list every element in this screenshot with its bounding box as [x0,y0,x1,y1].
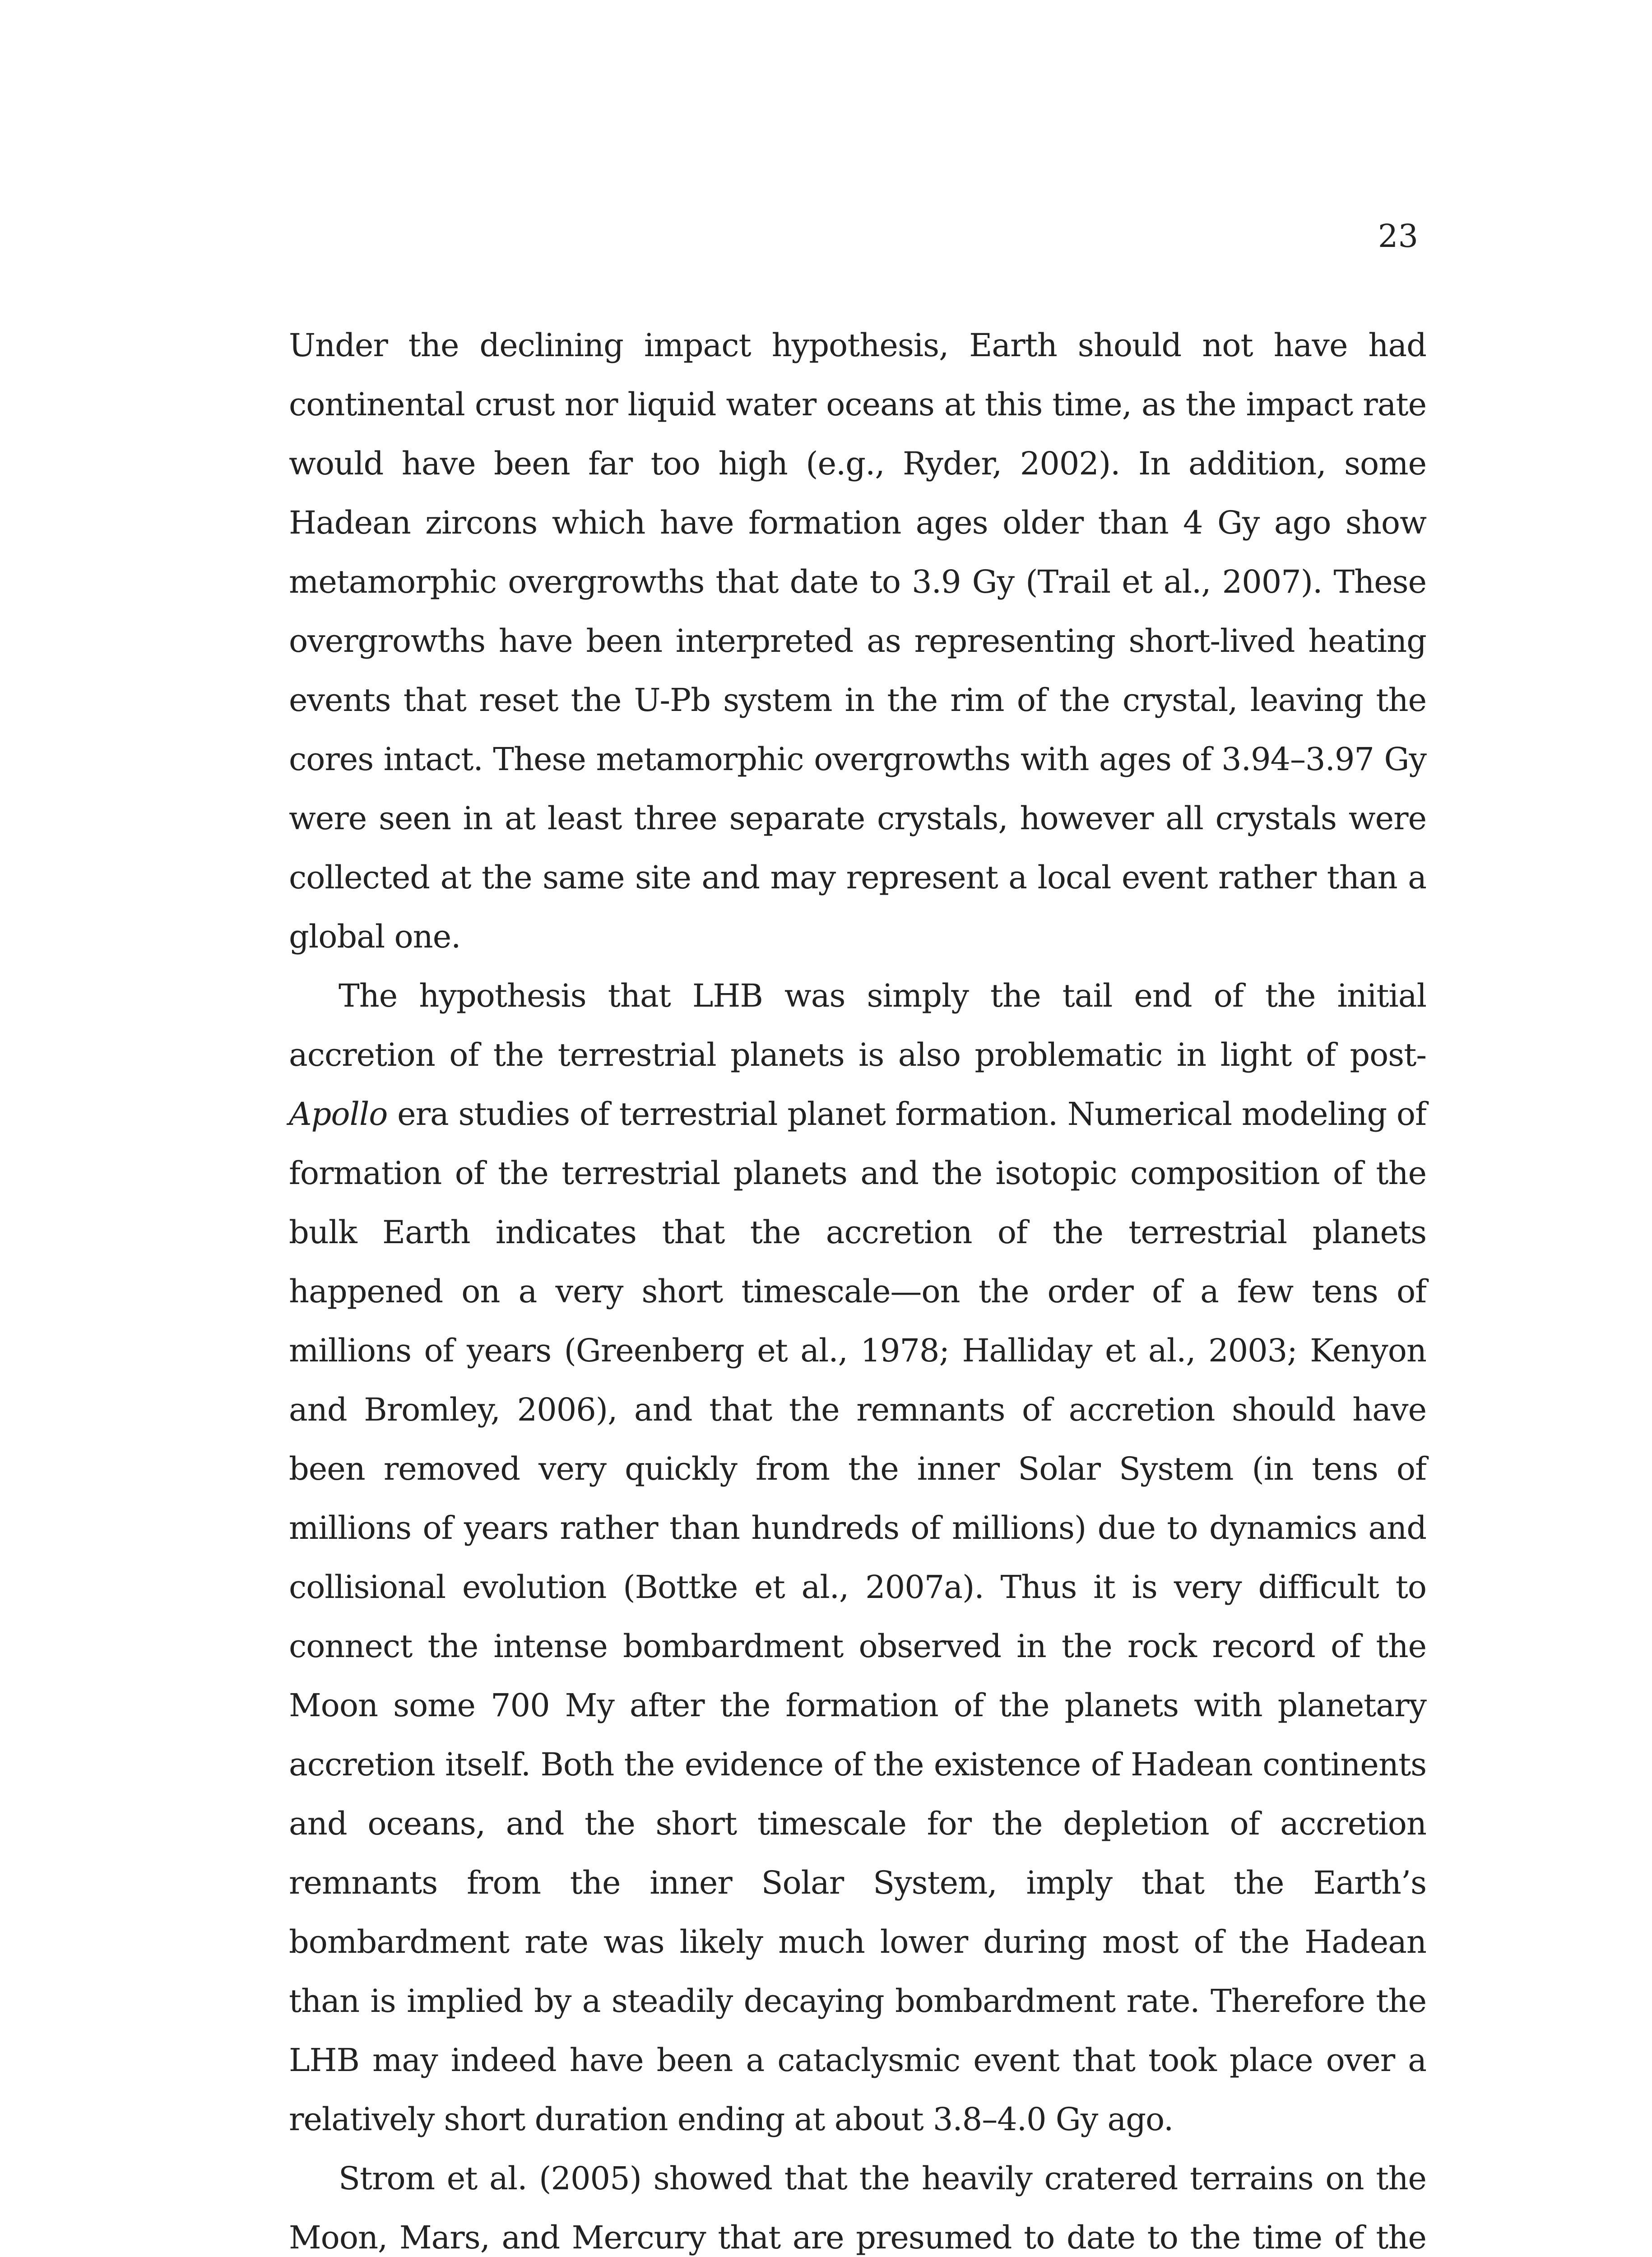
paragraph-tail-end-hypothesis [289,966,1426,2149]
paragraph-strom-crater-distributions: Strom et al. (2005) showed that the heavily cratered terrains on the Moon, Mars, and Mercury that are presumed to date to the time of the [289,2160,1426,2256]
paragraph-text-after-italic: era studies of terrestrial planet formation. Numerical modeling of formation of the terrestrial planets and the isotopic composition of the bulk Earth indicates that the accretion of the terrestrial planets happened on a very short timescale—on the order of a few tens of millions of years (Greenberg et al., 1978; Halliday et al., 2003; Kenyon and Bromley, 2006), and that the remnants of accretion should have been removed very quickly from the inner Solar System (in tens of millions of years rather than hundreds of millions) due to dynamics and collisional evolution (Bottke et al., 2007a). Thus it is very difficult to connect the intense bombardment observed in the rock record of the Moon some 700 My after the formation of the planets with planetary accretion itself. Both the evidence of the existence of Hadean continents and oceans, and the short timescale for the depletion of accretion remnants from the inner Solar System, imply that the Earth’s bombardment rate was likely much lower during most of the Hadean than is implied by a steadily decaying bombardment rate. Therefore the LHB may indeed have been a cataclysmic event that took place over a relatively short duration ending at about 3.8–4.0 Gy ago. [289,1096,1426,2138]
italic-apollo: Apollo [289,1096,388,1133]
page-number: 23 [1378,218,1418,255]
paragraph-declining-impact: Under the declining impact hypothesis, Earth should not have had continental crust nor liquid water oceans at this time, as the impact rate would have been far too high (e.g., Ryder, 2002). In addition, some Hadean zircons which have formation ages older than 4 Gy ago show metamorphic overgrowths that date to 3.9 Gy (Trail et al., 2007). These overgrowths have been interpreted as representing short-lived heating events that reset the U-Pb system in the rim of the crystal, leaving the cores intact. These metamorphic overgrowths with ages of 3.94–3.97 Gy were seen in at least three separate crystals, however all crystals were collected at the same site and may represent a local event rather than a global one. [289,327,1426,955]
paragraph-text-before-italic: The hypothesis that LHB was simply the tail end of the initial accretion of the terrestrial planets is also problematic in light of post- [289,977,1426,1073]
body-text [289,316,1426,2257]
